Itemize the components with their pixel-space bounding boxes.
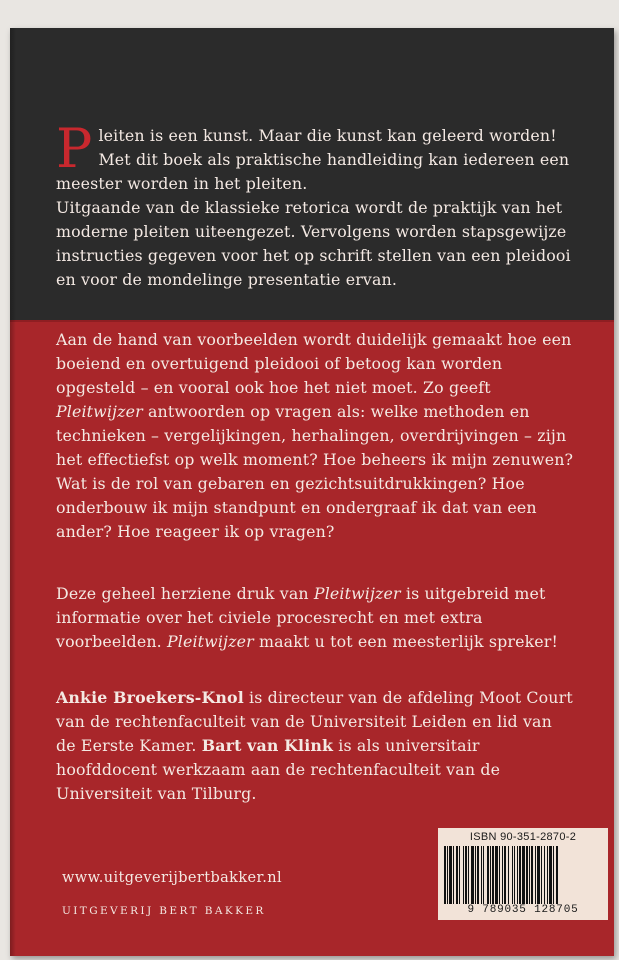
barcode-bar — [549, 846, 552, 904]
body-paragraph-3 — [56, 582, 576, 654]
book-title-italic: Pleitwijzer — [56, 402, 143, 421]
barcode-icon — [444, 846, 602, 904]
intro-paragraph-1 — [56, 117, 576, 196]
barcode-label — [438, 828, 608, 920]
barcode-bar — [477, 846, 479, 904]
isbn-text: ISBN 90-351-2870-2 — [469, 831, 577, 843]
barcode-bar — [529, 846, 530, 904]
barcode-bar — [544, 846, 545, 904]
barcode-bar — [487, 846, 489, 904]
barcode-bar — [556, 846, 558, 904]
barcode-bar — [490, 846, 491, 904]
barcode-bar — [453, 846, 454, 904]
ean-number: 9 789035 128705 — [467, 904, 579, 916]
barcode-bar — [541, 846, 542, 904]
drop-cap: P — [56, 117, 93, 180]
barcode-bar — [463, 846, 464, 904]
barcode-bar — [502, 846, 503, 904]
paragraph3-text-a: Deze geheel herziene druk van — [56, 584, 314, 603]
intro-paragraph-2: Uitgaande van de klassieke retorica wordt de praktijk van het moderne pleiten uiteengezet. Vervolgens worden stapsgewijze instructies gegeven voor het op schrift stellen van een pleidooi en voor de mondelinge presentatie ervan. — [56, 198, 571, 289]
author-name-1: Ankie Broekers-Knol — [56, 688, 244, 707]
barcode-bar — [456, 846, 458, 904]
barcode-bar — [522, 846, 525, 904]
barcode-bar — [447, 846, 448, 904]
paragraph3-text-b: is uitgebreid met informatie over het civiele procesrecht en met extra voorbeelden. — [56, 584, 546, 651]
paragraph2-text-a: Aan de hand van voorbeelden wordt duidelijk gemaakt hoe een boeiend en overtuigend pleidooi of betoog kan worden opgesteld – en vooral ook hoe het niet moet. Zo geeft — [56, 330, 572, 397]
barcode-bar — [519, 846, 521, 904]
barcode-bar — [471, 846, 474, 904]
barcode-bar — [499, 846, 500, 904]
barcode-bar — [537, 846, 540, 904]
barcode-bar — [468, 846, 469, 904]
barcode-bar — [531, 846, 533, 904]
paragraph2-text-b: antwoorden op vragen als: welke methoden en technieken – vergelijkingen, herhalingen, overdrijvingen – zijn het effectiefst op welk moment? Hoe beheers ik mijn zenuwen? Wat is de rol van gebaren en gezichtsuitdrukkingen? Hoe onderbouw ik mijn standpunt en ondergraaf ik dat van een ander? Hoe reageer ik op vragen? — [56, 402, 574, 541]
barcode-bar — [535, 846, 536, 904]
publisher-name: UITGEVERIJ BERT BAKKER — [62, 905, 266, 917]
intro-line-1: leiten is een kunst. Maar die kunst kan geleerd worden! Met dit boek als praktische handleiding kan iedereen een meester worden in het pleiten. — [56, 126, 570, 193]
barcode-bar — [508, 846, 509, 904]
barcode-bar — [459, 846, 460, 904]
barcode-bar — [514, 846, 515, 904]
author-bio-2: is als universitair hoofddocent werkzaam aan de rechtenfaculteit van de Universiteit van Tilburg. — [56, 736, 501, 803]
barcode-bar — [547, 846, 548, 904]
author-name-2: Bart van Klink — [201, 736, 334, 755]
barcode-bar — [495, 846, 498, 904]
publisher-url: www.uitgeverijbertbakker.nl — [62, 870, 283, 886]
barcode-bar — [492, 846, 494, 904]
spine-shadow — [10, 28, 16, 956]
barcode-bar — [481, 846, 482, 904]
book-title-italic: Pleitwijzer — [313, 584, 401, 603]
body-paragraph-2 — [56, 328, 576, 544]
barcode-bar — [475, 846, 476, 904]
barcode-bar — [465, 846, 467, 904]
barcode-bar — [517, 846, 518, 904]
author-bio-1: is directeur van de afdeling Moot Court van de rechtenfaculteit van de Universiteit Leiden en lid van de Eerste Kamer. — [56, 688, 573, 755]
barcode-bar — [449, 846, 452, 904]
author-bios — [56, 686, 576, 806]
barcode-bar — [512, 846, 513, 904]
book-title-italic: Pleitwijzer — [167, 632, 254, 651]
book-back-cover — [10, 28, 614, 956]
intro-text — [56, 117, 576, 292]
barcode-bar — [553, 846, 554, 904]
barcode-bar — [483, 846, 484, 904]
barcode-bar — [504, 846, 506, 904]
paragraph3-text-c: maakt u tot een meesterlijk spreker! — [253, 632, 558, 651]
barcode-bar — [444, 846, 446, 904]
barcode-bar — [526, 846, 528, 904]
band-divider — [10, 320, 614, 322]
